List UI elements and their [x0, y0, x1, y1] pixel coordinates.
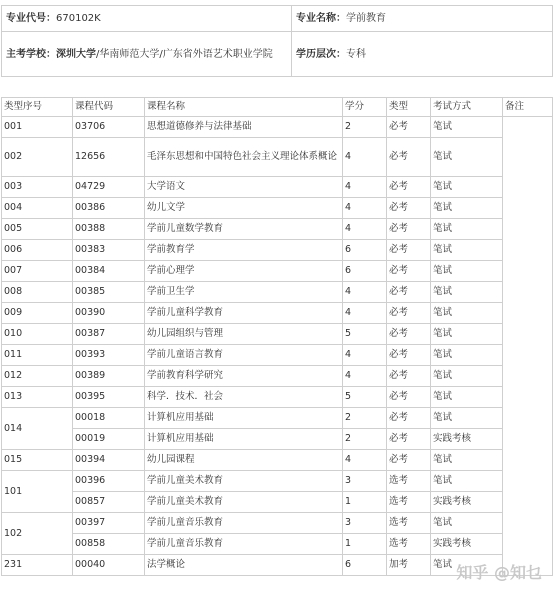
- cell-name: 学前心理学: [145, 261, 343, 282]
- cell-credit: 6: [343, 240, 387, 261]
- remark-cell: [503, 117, 553, 576]
- cell-seq: 012: [2, 366, 73, 387]
- cell-credit: 4: [343, 138, 387, 177]
- table-row: [2, 282, 553, 303]
- cell-exam: 笔试: [431, 513, 503, 534]
- table-row: [2, 345, 553, 366]
- cell-name: 幼儿文学: [145, 198, 343, 219]
- cell-code: 00396: [73, 471, 145, 492]
- education-level-label: 学历层次：: [296, 48, 346, 60]
- cell-name: 思想道德修养与法律基础: [145, 117, 343, 138]
- table-row: [2, 261, 553, 282]
- cell-code: 00384: [73, 261, 145, 282]
- cell-code: 00019: [73, 429, 145, 450]
- cell-code: 00018: [73, 408, 145, 429]
- table-row: [2, 366, 553, 387]
- cell-exam: 笔试: [431, 198, 503, 219]
- cell-credit: 5: [343, 387, 387, 408]
- cell-credit: 3: [343, 471, 387, 492]
- cell-exam: 笔试: [431, 282, 503, 303]
- cell-name: 学前儿童科学教育: [145, 303, 343, 324]
- cell-exam: 笔试: [431, 450, 503, 471]
- cell-code: 00383: [73, 240, 145, 261]
- cell-seq: 010: [2, 324, 73, 345]
- cell-exam: 实践考核: [431, 534, 503, 555]
- cell-seq: 003: [2, 177, 73, 198]
- course-table: [1, 97, 553, 576]
- cell-type: 必考: [387, 408, 431, 429]
- cell-code: 00394: [73, 450, 145, 471]
- cell-seq: 102: [2, 513, 73, 555]
- cell-name: 法学概论: [145, 555, 343, 576]
- major-name-value: 学前教育: [346, 13, 386, 24]
- cell-credit: 6: [343, 555, 387, 576]
- major-code-cell: [2, 6, 292, 32]
- cell-seq: 002: [2, 138, 73, 177]
- cell-credit: 1: [343, 492, 387, 513]
- cell-seq: 001: [2, 117, 73, 138]
- watermark: 知乎 @知乜: [456, 563, 542, 582]
- table-row: [2, 450, 553, 471]
- cell-exam: 笔试: [431, 366, 503, 387]
- table-row: [2, 387, 553, 408]
- cell-name: 学前教育学: [145, 240, 343, 261]
- cell-type: 必考: [387, 282, 431, 303]
- header-name: 课程名称: [145, 98, 343, 117]
- cell-type: 必考: [387, 138, 431, 177]
- cell-code: 00390: [73, 303, 145, 324]
- major-name-label: 专业名称：: [296, 13, 346, 24]
- cell-seq: 013: [2, 387, 73, 408]
- cell-type: 必考: [387, 261, 431, 282]
- cell-code: 00393: [73, 345, 145, 366]
- cell-seq: 007: [2, 261, 73, 282]
- cell-name: 计算机应用基础: [145, 429, 343, 450]
- cell-credit: 4: [343, 366, 387, 387]
- cell-type: 必考: [387, 387, 431, 408]
- major-name-cell: [292, 6, 553, 32]
- cell-name: 毛泽东思想和中国特色社会主义理论体系概论: [145, 138, 343, 177]
- cell-code: 00858: [73, 534, 145, 555]
- cell-name: 学前教育科学研究: [145, 366, 343, 387]
- cell-seq: 005: [2, 219, 73, 240]
- table-row: [2, 198, 553, 219]
- cell-type: 选考: [387, 471, 431, 492]
- table-row: [2, 219, 553, 240]
- cell-code: 04729: [73, 177, 145, 198]
- cell-exam: 笔试: [431, 177, 503, 198]
- cell-code: 00385: [73, 282, 145, 303]
- cell-type: 必考: [387, 324, 431, 345]
- cell-code: 00389: [73, 366, 145, 387]
- cell-credit: 4: [343, 450, 387, 471]
- cell-name: 学前儿童美术教育: [145, 471, 343, 492]
- cell-seq: 015: [2, 450, 73, 471]
- header-exam: 考试方式: [431, 98, 503, 117]
- cell-name: 学前儿童音乐教育: [145, 513, 343, 534]
- table-row: [2, 303, 553, 324]
- cell-name: 学前儿童音乐教育: [145, 534, 343, 555]
- cell-credit: 1: [343, 534, 387, 555]
- cell-seq: 008: [2, 282, 73, 303]
- cell-code: 00387: [73, 324, 145, 345]
- exam-school-cell: [2, 32, 292, 77]
- exam-school-label: 主考学校：: [6, 48, 56, 60]
- table-row: [2, 492, 553, 513]
- cell-name: 幼儿园课程: [145, 450, 343, 471]
- cell-name: 学前儿童美术教育: [145, 492, 343, 513]
- table-row: [2, 513, 553, 534]
- cell-exam: 实践考核: [431, 429, 503, 450]
- cell-name: 学前儿童语言教育: [145, 345, 343, 366]
- table-row: [2, 240, 553, 261]
- cell-code: 00395: [73, 387, 145, 408]
- cell-name: 学前卫生学: [145, 282, 343, 303]
- table-row: [2, 408, 553, 429]
- cell-type: 必考: [387, 177, 431, 198]
- cell-credit: 2: [343, 408, 387, 429]
- cell-credit: 6: [343, 261, 387, 282]
- cell-seq: 101: [2, 471, 73, 513]
- cell-type: 选考: [387, 513, 431, 534]
- table-row: [2, 138, 553, 177]
- header-remark: 备注: [503, 98, 553, 117]
- table-row: [2, 471, 553, 492]
- cell-exam: 笔试: [431, 471, 503, 492]
- cell-credit: 3: [343, 513, 387, 534]
- cell-seq: 004: [2, 198, 73, 219]
- cell-type: 必考: [387, 198, 431, 219]
- cell-credit: 4: [343, 282, 387, 303]
- cell-type: 必考: [387, 429, 431, 450]
- major-code-value: 670102K: [56, 13, 101, 24]
- cell-credit: 4: [343, 303, 387, 324]
- cell-code: 00397: [73, 513, 145, 534]
- cell-type: 必考: [387, 117, 431, 138]
- cell-exam: 笔试: [431, 219, 503, 240]
- cell-exam: 笔试: [431, 555, 503, 576]
- major-info-table: [1, 5, 553, 77]
- table-row: [2, 534, 553, 555]
- cell-type: 加考: [387, 555, 431, 576]
- cell-exam: 笔试: [431, 138, 503, 177]
- cell-exam: 笔试: [431, 303, 503, 324]
- cell-name: 科学．技术．社会: [145, 387, 343, 408]
- cell-type: 选考: [387, 492, 431, 513]
- cell-code: 00857: [73, 492, 145, 513]
- exam-school-primary: 深圳大学: [56, 48, 96, 60]
- cell-credit: 4: [343, 345, 387, 366]
- cell-type: 必考: [387, 366, 431, 387]
- cell-exam: 实践考核: [431, 492, 503, 513]
- cell-code: 00388: [73, 219, 145, 240]
- cell-code: 00040: [73, 555, 145, 576]
- cell-type: 必考: [387, 240, 431, 261]
- cell-seq: 006: [2, 240, 73, 261]
- cell-exam: 笔试: [431, 408, 503, 429]
- cell-type: 选考: [387, 534, 431, 555]
- cell-name: 大学语文: [145, 177, 343, 198]
- cell-exam: 笔试: [431, 345, 503, 366]
- exam-school-others: /华南师范大学/广东省外语艺术职业学院: [96, 48, 273, 60]
- cell-credit: 2: [343, 117, 387, 138]
- table-row: [2, 177, 553, 198]
- header-seq: 类型序号: [2, 98, 73, 117]
- table-row: [2, 324, 553, 345]
- cell-name: 幼儿园组织与管理: [145, 324, 343, 345]
- major-code-label: 专业代号：: [6, 13, 56, 24]
- table-row: [2, 117, 553, 138]
- cell-type: 必考: [387, 450, 431, 471]
- cell-credit: 4: [343, 198, 387, 219]
- cell-name: 计算机应用基础: [145, 408, 343, 429]
- header-code: 课程代码: [73, 98, 145, 117]
- cell-credit: 2: [343, 429, 387, 450]
- cell-seq: 009: [2, 303, 73, 324]
- cell-exam: 笔试: [431, 387, 503, 408]
- cell-exam: 笔试: [431, 117, 503, 138]
- cell-credit: 5: [343, 324, 387, 345]
- cell-seq: 011: [2, 345, 73, 366]
- cell-exam: 笔试: [431, 240, 503, 261]
- cell-type: 必考: [387, 303, 431, 324]
- table-row: [2, 429, 553, 450]
- education-level-cell: [292, 32, 553, 77]
- cell-seq: 014: [2, 408, 73, 450]
- cell-exam: 笔试: [431, 261, 503, 282]
- cell-seq: 231: [2, 555, 73, 576]
- education-level-value: 专科: [346, 48, 366, 60]
- cell-credit: 4: [343, 177, 387, 198]
- table-header-row: [2, 98, 553, 117]
- cell-name: 学前儿童数学教育: [145, 219, 343, 240]
- cell-type: 必考: [387, 345, 431, 366]
- cell-code: 12656: [73, 138, 145, 177]
- cell-code: 00386: [73, 198, 145, 219]
- cell-type: 必考: [387, 219, 431, 240]
- cell-credit: 4: [343, 219, 387, 240]
- cell-exam: 笔试: [431, 324, 503, 345]
- cell-code: 03706: [73, 117, 145, 138]
- header-credit: 学分: [343, 98, 387, 117]
- header-type: 类型: [387, 98, 431, 117]
